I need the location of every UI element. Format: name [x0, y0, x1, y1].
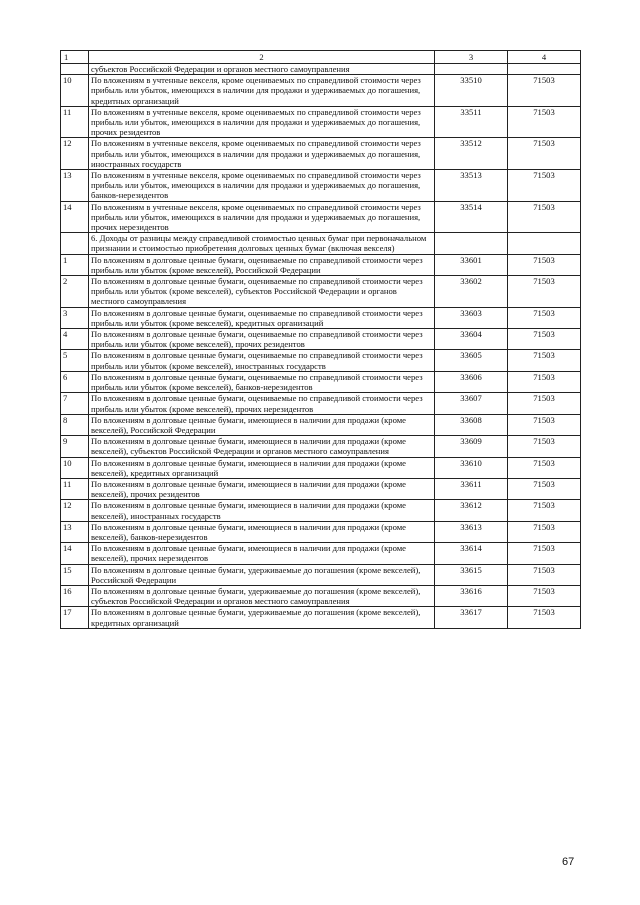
row-code-cell: 33611 [435, 478, 508, 499]
row-account-cell: 71503 [508, 564, 581, 585]
row-account-cell: 71503 [508, 371, 581, 392]
row-number-cell: 14 [61, 543, 89, 564]
row-number-cell: 1 [61, 254, 89, 275]
table-row [61, 607, 581, 628]
row-code-cell: 33605 [435, 350, 508, 371]
row-number-cell: 10 [61, 457, 89, 478]
table-row [61, 393, 581, 414]
row-account-cell [508, 233, 581, 254]
row-description-cell: По вложениям в долговые ценные бумаги, имеющиеся в наличии для продажи (кроме векселей), прочих резидентов [89, 478, 435, 499]
row-number-cell: 13 [61, 170, 89, 202]
row-description-cell: По вложениям в долговые ценные бумаги, имеющиеся в наличии для продажи (кроме векселей), прочих нерезидентов [89, 543, 435, 564]
row-description-cell: По вложениям в долговые ценные бумаги, оцениваемые по справедливой стоимости через прибыль или убыток (кроме векселей), Российской Федерации [89, 254, 435, 275]
row-description-cell: По вложениям в долговые ценные бумаги, имеющиеся в наличии для продажи (кроме векселей), субъектов Российской Федерации и органов местного самоуправления [89, 436, 435, 457]
row-number-cell: 9 [61, 436, 89, 457]
row-number-cell: 5 [61, 350, 89, 371]
table-row [61, 543, 581, 564]
table-row [61, 350, 581, 371]
row-number-cell: 8 [61, 414, 89, 435]
row-code-cell [435, 64, 508, 75]
row-account-cell: 71503 [508, 500, 581, 521]
row-number-cell: 6 [61, 371, 89, 392]
header-col-3: 3 [435, 51, 508, 64]
table-row [61, 201, 581, 233]
table-row [61, 585, 581, 606]
row-account-cell: 71503 [508, 329, 581, 350]
table-row [61, 371, 581, 392]
table-row [61, 457, 581, 478]
row-account-cell: 71503 [508, 521, 581, 542]
table-row [61, 307, 581, 328]
row-account-cell: 71503 [508, 170, 581, 202]
table-row [61, 64, 581, 75]
table-row [61, 75, 581, 107]
row-description-cell: 6. Доходы от разницы между справедливой стоимостью ценных бумаг при первоначальном признании и стоимостью приобретения долговых ценных бумаг (включая векселя) [89, 233, 435, 254]
row-account-cell: 71503 [508, 457, 581, 478]
row-code-cell: 33607 [435, 393, 508, 414]
row-number-cell: 11 [61, 106, 89, 138]
table-row [61, 414, 581, 435]
row-description-cell: По вложениям в учтенные векселя, кроме оцениваемых по справедливой стоимости через прибыль или убыток, имеющихся в наличии для продажи и удерживаемых до погашения, иностранных государств [89, 138, 435, 170]
table-row [61, 329, 581, 350]
row-description-cell: По вложениям в долговые ценные бумаги, удерживаемые до погашения (кроме векселей), кредитных организаций [89, 607, 435, 628]
header-col-4: 4 [508, 51, 581, 64]
row-description-cell: По вложениям в долговые ценные бумаги, оцениваемые по справедливой стоимости через прибыль или убыток (кроме векселей), прочих резидентов [89, 329, 435, 350]
row-code-cell: 33514 [435, 201, 508, 233]
row-code-cell: 33604 [435, 329, 508, 350]
row-number-cell: 13 [61, 521, 89, 542]
table-header-row [61, 51, 581, 64]
row-number-cell: 12 [61, 500, 89, 521]
row-account-cell: 71503 [508, 543, 581, 564]
row-description-cell: По вложениям в долговые ценные бумаги, удерживаемые до погашения (кроме векселей), Российской Федерации [89, 564, 435, 585]
row-description-cell: По вложениям в долговые ценные бумаги, имеющиеся в наличии для продажи (кроме векселей), иностранных государств [89, 500, 435, 521]
document-table [60, 50, 581, 629]
row-account-cell [508, 64, 581, 75]
row-code-cell: 33613 [435, 521, 508, 542]
row-description-cell: По вложениям в долговые ценные бумаги, имеющиеся в наличии для продажи (кроме векселей), банков-нерезидентов [89, 521, 435, 542]
row-account-cell: 71503 [508, 393, 581, 414]
row-account-cell: 71503 [508, 254, 581, 275]
row-description-cell: По вложениям в учтенные векселя, кроме оцениваемых по справедливой стоимости через прибыль или убыток, имеющихся в наличии для продажи и удерживаемых до погашения, кредитных организаций [89, 75, 435, 107]
table-row [61, 170, 581, 202]
row-code-cell: 33606 [435, 371, 508, 392]
table-row [61, 276, 581, 308]
row-number-cell: 17 [61, 607, 89, 628]
row-description-cell: По вложениям в долговые ценные бумаги, оцениваемые по справедливой стоимости через прибыль или убыток (кроме векселей), субъектов Российской Федерации и органов местного самоуправления [89, 276, 435, 308]
row-account-cell: 71503 [508, 478, 581, 499]
row-account-cell: 71503 [508, 276, 581, 308]
row-number-cell: 11 [61, 478, 89, 499]
table-row [61, 500, 581, 521]
page-number: 67 [562, 856, 575, 868]
table-body [61, 64, 581, 629]
row-description-cell: По вложениям в долговые ценные бумаги, оцениваемые по справедливой стоимости через прибыль или убыток (кроме векселей), прочих нерезидентов [89, 393, 435, 414]
row-account-cell: 71503 [508, 585, 581, 606]
row-number-cell: 4 [61, 329, 89, 350]
row-account-cell: 71503 [508, 138, 581, 170]
row-number-cell: 12 [61, 138, 89, 170]
row-number-cell: 14 [61, 201, 89, 233]
row-number-cell: 3 [61, 307, 89, 328]
row-account-cell: 71503 [508, 201, 581, 233]
row-account-cell: 71503 [508, 414, 581, 435]
row-description-cell: субъектов Российской Федерации и органов местного самоуправления [89, 64, 435, 75]
table-row [61, 478, 581, 499]
header-col-1: 1 [61, 51, 89, 64]
table-row [61, 138, 581, 170]
row-account-cell: 71503 [508, 436, 581, 457]
row-description-cell: По вложениям в учтенные векселя, кроме оцениваемых по справедливой стоимости через прибыль или убыток, имеющихся в наличии для продажи и удерживаемых до погашения, прочих резидентов [89, 106, 435, 138]
row-code-cell [435, 233, 508, 254]
row-description-cell: По вложениям в долговые ценные бумаги, имеющиеся в наличии для продажи (кроме векселей), Российской Федерации [89, 414, 435, 435]
table-row [61, 106, 581, 138]
row-code-cell: 33603 [435, 307, 508, 328]
row-account-cell: 71503 [508, 607, 581, 628]
table-row [61, 521, 581, 542]
row-number-cell: 2 [61, 276, 89, 308]
row-code-cell: 33614 [435, 543, 508, 564]
row-code-cell: 33610 [435, 457, 508, 478]
row-code-cell: 33601 [435, 254, 508, 275]
row-code-cell: 33510 [435, 75, 508, 107]
row-number-cell: 7 [61, 393, 89, 414]
row-description-cell: По вложениям в учтенные векселя, кроме оцениваемых по справедливой стоимости через прибыль или убыток, имеющихся в наличии для продажи и удерживаемых до погашения, банков-нерезидентов [89, 170, 435, 202]
row-number-cell: 15 [61, 564, 89, 585]
row-number-cell [61, 233, 89, 254]
row-code-cell: 33617 [435, 607, 508, 628]
row-code-cell: 33609 [435, 436, 508, 457]
row-description-cell: По вложениям в долговые ценные бумаги, имеющиеся в наличии для продажи (кроме векселей), кредитных организаций [89, 457, 435, 478]
row-code-cell: 33608 [435, 414, 508, 435]
row-number-cell [61, 64, 89, 75]
table-row [61, 254, 581, 275]
row-account-cell: 71503 [508, 350, 581, 371]
row-account-cell: 71503 [508, 106, 581, 138]
row-code-cell: 33512 [435, 138, 508, 170]
row-account-cell: 71503 [508, 75, 581, 107]
row-description-cell: По вложениям в учтенные векселя, кроме оцениваемых по справедливой стоимости через прибыль или убыток, имеющихся в наличии для продажи и удерживаемых до погашения, прочих нерезидентов [89, 201, 435, 233]
row-account-cell: 71503 [508, 307, 581, 328]
row-code-cell: 33616 [435, 585, 508, 606]
table-row [61, 436, 581, 457]
row-code-cell: 33615 [435, 564, 508, 585]
row-description-cell: По вложениям в долговые ценные бумаги, оцениваемые по справедливой стоимости через прибыль или убыток (кроме векселей), банков-нерезидентов [89, 371, 435, 392]
row-code-cell: 33602 [435, 276, 508, 308]
row-description-cell: По вложениям в долговые ценные бумаги, удерживаемые до погашения (кроме векселей), субъектов Российской Федерации и органов местного самоуправления [89, 585, 435, 606]
row-code-cell: 33511 [435, 106, 508, 138]
table-row [61, 564, 581, 585]
row-description-cell: По вложениям в долговые ценные бумаги, оцениваемые по справедливой стоимости через прибыль или убыток (кроме векселей), кредитных организаций [89, 307, 435, 328]
section-heading-row [61, 233, 581, 254]
header-col-2: 2 [89, 51, 435, 64]
row-number-cell: 16 [61, 585, 89, 606]
row-code-cell: 33612 [435, 500, 508, 521]
row-description-cell: По вложениям в долговые ценные бумаги, оцениваемые по справедливой стоимости через прибыль или убыток (кроме векселей), иностранных государств [89, 350, 435, 371]
row-number-cell: 10 [61, 75, 89, 107]
row-code-cell: 33513 [435, 170, 508, 202]
